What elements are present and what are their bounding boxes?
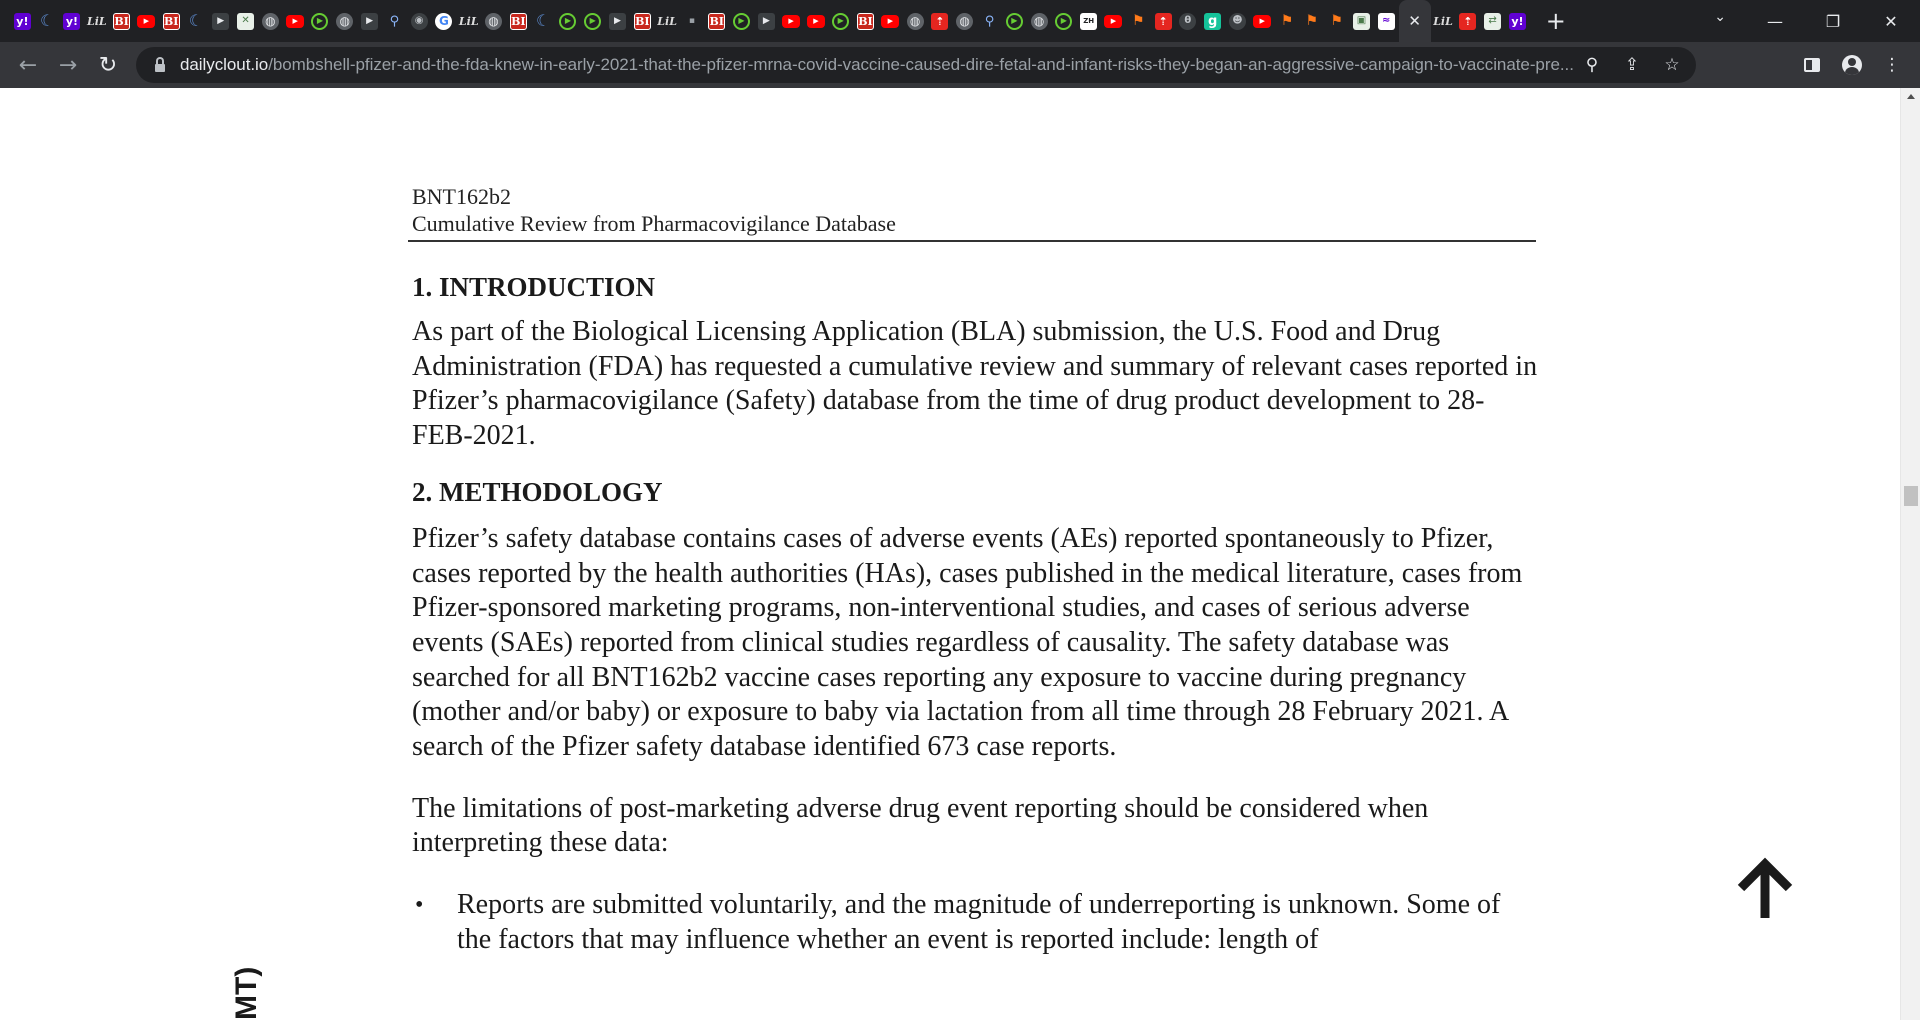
browser-tab[interactable] — [828, 0, 853, 42]
browser-tab[interactable] — [258, 0, 283, 42]
window-controls — [1746, 0, 1920, 42]
globe-icon: ◍ — [485, 13, 502, 30]
browser-tab[interactable] — [332, 0, 357, 42]
list-item — [412, 888, 1540, 957]
tab-strip — [0, 0, 1920, 42]
business-insider-icon: BI — [709, 14, 724, 28]
document-product-code: BNT162b2 — [412, 184, 511, 209]
flag-icon: ▶ — [609, 13, 626, 30]
globe-icon: ◍ — [956, 13, 973, 30]
lock-icon[interactable] — [148, 59, 172, 72]
globe-icon: ◍ — [262, 13, 279, 30]
browser-tab[interactable] — [1051, 0, 1076, 42]
browser-tab[interactable] — [804, 0, 829, 42]
menu-button[interactable] — [1872, 45, 1912, 85]
play-icon: ▶ — [832, 13, 849, 30]
browser-tab[interactable] — [853, 0, 878, 42]
bookmark-icon: ⚑ — [1131, 13, 1145, 29]
browser-tab[interactable] — [556, 0, 581, 42]
browser-tab[interactable] — [779, 0, 804, 42]
close-tab-icon[interactable]: ✕ — [1408, 12, 1421, 30]
rotated-side-text: MT) — [230, 966, 263, 1020]
youtube-icon: ▶ — [881, 15, 899, 28]
browser-tab[interactable] — [35, 0, 60, 42]
introduction-paragraph: As part of the Biological Licensing Application (BLA) submission, the U.S. Food and Drug Administration (FDA) has requested a cumulative review and summary of relevant cases reported in Pfizer’s pharmacovigilance (Safety) database from the time of drug product development to 28-FEB-2021. — [412, 316, 1538, 452]
back-to-top-button[interactable] — [1735, 856, 1795, 922]
business-insider-icon: BI — [635, 14, 650, 28]
browser-tab[interactable] — [1349, 0, 1374, 42]
browser-tab[interactable] — [1324, 0, 1349, 42]
profile-button[interactable] — [1832, 45, 1872, 85]
browser-tab[interactable] — [357, 0, 382, 42]
tab-search-button[interactable] — [1714, 9, 1726, 25]
globe-icon: ◍ — [907, 13, 924, 30]
browser-tab[interactable] — [1505, 0, 1530, 42]
profile-icon — [1842, 55, 1862, 75]
browser-tab[interactable] — [1002, 0, 1027, 42]
browser-tab[interactable] — [456, 0, 481, 42]
browser-tab[interactable] — [1455, 0, 1480, 42]
section-heading-methodology: 2. METHODOLOGY — [412, 476, 663, 507]
browser-tab[interactable] — [1076, 0, 1101, 42]
browser-tab[interactable] — [1101, 0, 1126, 42]
toolbar-right — [1792, 45, 1912, 85]
browser-tab[interactable] — [109, 0, 134, 42]
circle-icon: ☻ — [1229, 13, 1246, 30]
circle-icon: θ — [1179, 13, 1196, 30]
globe-icon: ◍ — [336, 13, 353, 30]
image-icon: ⇄ — [1484, 13, 1501, 30]
search-icon: ⚲ — [984, 13, 995, 29]
restore-button[interactable]: ❐ — [1825, 11, 1841, 31]
browser-tab[interactable] — [1299, 0, 1324, 42]
play-icon: ▶ — [1006, 13, 1023, 30]
share-icon[interactable]: ⇪ — [1624, 55, 1640, 75]
minimize-button[interactable]: — — [1767, 11, 1783, 31]
methodology-paragraph: Pfizer’s safety database contains cases of adverse events (AEs) reported spontaneously to Pfizer, cases reported by the health authorities (HAs), cases published in the medical literature, cases from Pfizer-sponsored marketing programs, non-interventional studies, and cases of serious adverse events (SAEs) reported from clinical studies regardless of causality. The safety database was searched for all BNT162b2 vaccine cases reporting any exposure to vaccine during pregnancy (mother and/or baby) or exposure to baby via lactation from all time through 28 February 2021. A search of the Pfizer safety database identified 673 case reports. — [412, 522, 1523, 763]
google-icon: G — [435, 13, 452, 30]
play-icon: ▶ — [1055, 13, 1072, 30]
zh-icon: ZH — [1080, 13, 1097, 30]
url-text[interactable] — [180, 55, 1670, 75]
scrollbar-thumb[interactable] — [1904, 486, 1918, 506]
limitations-list — [412, 888, 1540, 957]
play-icon: ▶ — [559, 13, 576, 30]
reload-icon: ↻ — [98, 52, 118, 78]
list-item-text: Reports are submitted voluntarily, and the magnitude of underreporting is unknown. Some of the factors that may influence whether an event is reported include: length of — [457, 889, 1501, 955]
address-bar[interactable] — [136, 47, 1696, 83]
active-tab[interactable] — [1399, 0, 1431, 42]
browser-tab[interactable] — [1250, 0, 1275, 42]
crescent-icon: ☾ — [535, 11, 551, 30]
browser-tab[interactable] — [680, 0, 705, 42]
business-insider-icon: BI — [114, 14, 129, 28]
image-icon: ✕ — [237, 13, 254, 30]
yahoo-icon: y! — [1509, 13, 1526, 30]
yahoo-icon: y! — [14, 13, 31, 30]
red-icon: ⇡ — [1155, 13, 1172, 30]
document-header — [412, 183, 1540, 237]
circle-icon: ◉ — [411, 13, 428, 30]
image-icon: ▣ — [1353, 13, 1370, 30]
browser-tab[interactable] — [977, 0, 1002, 42]
yahoo-icon: y! — [63, 13, 80, 30]
browser-tab[interactable] — [60, 0, 85, 42]
lil-icon: LiL — [458, 14, 479, 28]
browser-tab[interactable] — [1275, 0, 1300, 42]
youtube-icon: ▶ — [1253, 15, 1271, 28]
flag-icon: ▶ — [212, 13, 229, 30]
lil-icon: LiL — [657, 14, 677, 28]
lil-icon: LiL — [1433, 14, 1453, 28]
lil-icon: LiL — [86, 14, 107, 28]
forward-arrow-icon: → — [58, 52, 78, 78]
browser-tab[interactable] — [159, 0, 184, 42]
browser-toolbar — [0, 42, 1920, 88]
browser-tab[interactable] — [903, 0, 928, 42]
browser-tab[interactable] — [952, 0, 977, 42]
omnibox-actions — [1572, 47, 1692, 83]
red-icon: ⇡ — [1459, 13, 1476, 30]
side-panel-button[interactable] — [1792, 45, 1832, 85]
browser-tab[interactable] — [1374, 0, 1399, 42]
new-tab-button[interactable]: + — [1545, 7, 1566, 35]
bookmark-icon: ⚑ — [1280, 13, 1294, 29]
browser-tab[interactable] — [729, 0, 754, 42]
kebab-menu-icon: ⋮ — [1883, 55, 1901, 75]
browser-tab[interactable] — [1027, 0, 1052, 42]
wave-icon: ≈ — [1378, 13, 1395, 30]
limitations-paragraph: The limitations of post-marketing adverse drug event reporting should be considered when interpreting these data: — [412, 792, 1429, 859]
browser-tab[interactable] — [630, 0, 655, 42]
browser-tab[interactable] — [506, 0, 531, 42]
browser-tab[interactable] — [1225, 0, 1250, 42]
search-icon: ⚲ — [389, 13, 400, 29]
vertical-scrollbar[interactable] — [1900, 88, 1920, 1020]
play-icon: ▶ — [584, 13, 601, 30]
section-heading-introduction: 1. INTRODUCTION — [412, 272, 656, 302]
arrow-up-icon — [1741, 864, 1789, 918]
url-domain: dailyclout.io — [180, 55, 269, 74]
browser-tab[interactable] — [754, 0, 779, 42]
play-icon: ▶ — [733, 13, 750, 30]
url-path: /bombshell-pfizer-and-the-fda-knew-in-early-2021-that-the-pfizer-mrna-covid-vaccine-caused-dire-fetal-and-infant-risks-they-began-an-aggressive-campaign-to-vaccinate-pre... — [268, 55, 1574, 74]
browser-tab[interactable] — [1480, 0, 1505, 42]
browser-tab[interactable] — [927, 0, 952, 42]
blank-icon: ▪ — [688, 15, 695, 26]
browser-tab[interactable] — [308, 0, 333, 42]
tab-list — [0, 0, 1570, 42]
bullet-marker: • — [415, 892, 424, 919]
browser-tab[interactable] — [1431, 0, 1456, 42]
browser-tab[interactable] — [382, 0, 407, 42]
browser-tab[interactable] — [878, 0, 903, 42]
reload-button[interactable] — [88, 45, 128, 85]
forward-button[interactable] — [48, 45, 88, 85]
business-insider-icon: BI — [511, 14, 526, 28]
bookmark-star-icon[interactable]: ☆ — [1664, 55, 1680, 75]
red-icon: ⇡ — [931, 13, 948, 30]
back-button[interactable] — [8, 45, 48, 85]
scroll-up-arrow-icon[interactable] — [1901, 88, 1920, 105]
browser-tab[interactable] — [1175, 0, 1200, 42]
business-insider-icon: BI — [163, 14, 179, 28]
youtube-icon: ▶ — [286, 15, 304, 28]
header-divider — [408, 240, 1536, 242]
browser-tab[interactable] — [10, 0, 35, 42]
youtube-icon: ▶ — [1104, 15, 1122, 28]
browser-tab[interactable] — [1126, 0, 1151, 42]
side-panel-icon — [1804, 58, 1820, 72]
document-page — [412, 183, 1540, 958]
browser-tab[interactable] — [531, 0, 556, 42]
browser-tab[interactable] — [407, 0, 432, 42]
browser-tab[interactable] — [1151, 0, 1176, 42]
chevron-down-icon: ⌄ — [1714, 9, 1726, 25]
bookmark-icon: ⚑ — [1305, 13, 1319, 29]
browser-tab[interactable] — [283, 0, 308, 42]
browser-tab[interactable] — [233, 0, 258, 42]
close-window-button[interactable]: ✕ — [1884, 11, 1898, 31]
browser-tab[interactable] — [655, 0, 680, 42]
browser-tab[interactable] — [184, 0, 209, 42]
browser-tab[interactable] — [84, 0, 109, 42]
browser-tab[interactable] — [1200, 0, 1225, 42]
document-subtitle: Cumulative Review from Pharmacovigilance Database — [412, 211, 896, 236]
globe-icon: ◍ — [1031, 13, 1048, 30]
zoom-icon[interactable]: ⚲ — [1585, 55, 1599, 75]
browser-tab[interactable] — [134, 0, 159, 42]
flag-icon: ▶ — [758, 13, 775, 30]
youtube-icon: ▶ — [782, 15, 800, 28]
flag-icon: ▶ — [361, 13, 378, 30]
browser-tab[interactable] — [605, 0, 630, 42]
business-insider-icon: BI — [858, 14, 873, 28]
grammarly-icon: g — [1204, 13, 1221, 30]
crescent-icon: ☾ — [188, 11, 204, 30]
browser-tab[interactable] — [481, 0, 506, 42]
bookmark-icon: ⚑ — [1330, 13, 1343, 29]
youtube-icon: ▶ — [807, 15, 825, 28]
browser-tab[interactable] — [580, 0, 605, 42]
back-arrow-icon: ← — [18, 52, 38, 78]
crescent-icon: ☾ — [40, 11, 55, 30]
browser-tab[interactable] — [704, 0, 729, 42]
play-icon: ▶ — [311, 13, 328, 30]
browser-tab[interactable] — [432, 0, 457, 42]
browser-tab[interactable] — [208, 0, 233, 42]
youtube-icon: ▶ — [137, 15, 155, 28]
page-viewport — [0, 88, 1900, 1020]
